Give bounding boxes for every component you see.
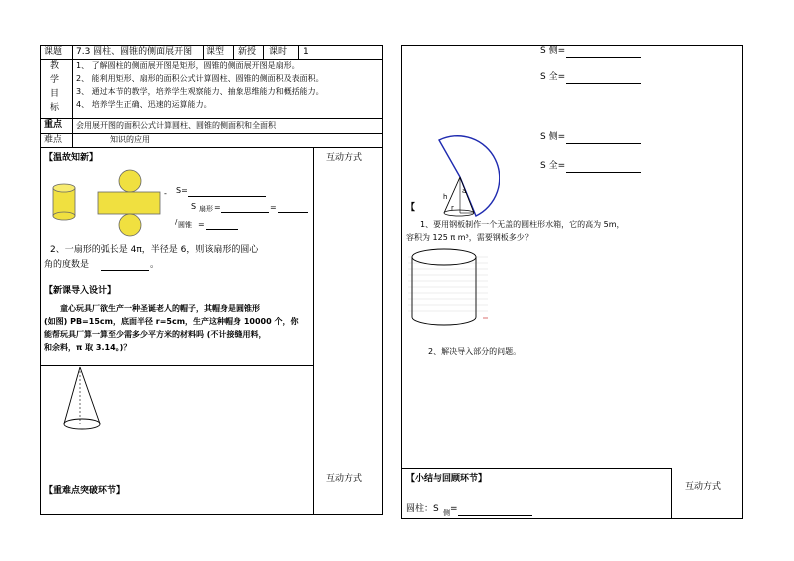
summary-title: 【小结与回顾环节】 <box>406 474 488 484</box>
objective-2: 2、 能利用矩形、扇形的面积公式计算圆柱、圆锥的侧面积及表面积。 <box>76 74 324 83</box>
difficulty-label: 难点 <box>44 135 63 145</box>
import-title: 【新课导入设计】 <box>44 286 117 296</box>
type-label: 课型 <box>206 47 225 57</box>
s-side-2: S 侧= <box>540 132 566 142</box>
objectives-label-2: 目 <box>50 89 60 99</box>
formula-eq: = <box>214 203 221 212</box>
topic-label: 课题 <box>44 47 63 57</box>
import-line-4: 和余料，π 取 3.14。)？ <box>44 343 132 352</box>
interaction-label-2: 互动方式 <box>326 474 363 484</box>
s-total-1: S 全= <box>540 72 566 82</box>
key-label: 重点 <box>44 120 63 130</box>
question2-line1: 2、一扇形的弧长是 4π，半径是 6，则该扇形的圆心 <box>50 245 259 255</box>
q1-line2: 容积为 125 π m³，需要钢板多少？ <box>406 233 533 242</box>
objectives-label-3: 标 <box>50 103 60 113</box>
objective-3: 3、 通过本节的教学，培养学生观察能力、抽象思维能力和概括能力。 <box>76 87 324 96</box>
question2-end: 。 <box>150 260 160 270</box>
label-r: r <box>451 204 454 212</box>
type-value: 新授 <box>238 47 257 57</box>
objective-1: 1、 了解圆柱的侧面展开图是矩形，圆锥的侧面展开图是扇形。 <box>76 61 300 70</box>
formula-s2: S <box>191 202 197 211</box>
topic-value: 7.3 圆柱、圆锥的侧面展开图 <box>76 47 193 57</box>
import-line-3: 能帮玩具厂算一算至少需多少平方米的材料吗 (不计接缝用料， <box>44 330 267 339</box>
question2-line2: 角的度数是 <box>44 260 90 270</box>
sector-cone-figure <box>420 135 500 220</box>
import-line-2: (如图) PB=15cm，底面半径 r=5cm，生产这种帽身 10000 个，你 <box>44 317 299 326</box>
cylinder-net-figure <box>94 169 164 239</box>
interaction-label-right: 互动方式 <box>685 482 722 492</box>
interaction-label-1: 互动方式 <box>326 153 363 163</box>
objectives-label-0: 教 <box>50 61 60 71</box>
cylinder-eq: = <box>450 504 458 514</box>
formula-circle-eq: = <box>198 220 205 229</box>
formula-circle: 圆锥 <box>178 221 192 229</box>
s-total-2: S 全= <box>540 161 566 171</box>
s-side-1: S 侧= <box>540 46 566 56</box>
cylinder-figure <box>50 182 80 222</box>
cylinder-label: 圆柱：S <box>406 504 439 514</box>
review-title: 【温故知新】 <box>44 153 99 163</box>
hours-label: 课时 <box>269 47 288 57</box>
label-a: a <box>462 187 467 195</box>
q2: 2、解决导入部分的问题。 <box>428 347 522 356</box>
breakthrough-title: 【重难点突破环节】 <box>44 486 126 496</box>
q1-line1: 1、要用钢板制作一个无盖的圆柱形水箱，它的高为 5m， <box>420 220 625 229</box>
water-tank-figure <box>408 247 490 329</box>
import-line-1: 童心玩具厂欲生产一种圣诞老人的帽子，其帽身是圆锥形 <box>60 304 260 313</box>
objective-4: 4、 培养学生正确、迅速的运算能力。 <box>76 100 212 109</box>
key-text: 会用展开图的面积公式计算圆柱、圆锥的侧面积和全面积 <box>76 121 276 130</box>
practice-bracket: 【 <box>406 203 416 213</box>
objectives-label-1: 学 <box>50 75 60 85</box>
hours-value: 1 <box>303 47 309 57</box>
cone-figure <box>60 364 110 434</box>
label-h: h <box>443 193 448 201</box>
difficulty-text: 知识的应用 <box>110 135 150 144</box>
cylinder-sub: 侧 <box>443 509 450 517</box>
formula-s: S= <box>176 186 188 195</box>
formula-sector: 扇形 <box>199 205 213 213</box>
